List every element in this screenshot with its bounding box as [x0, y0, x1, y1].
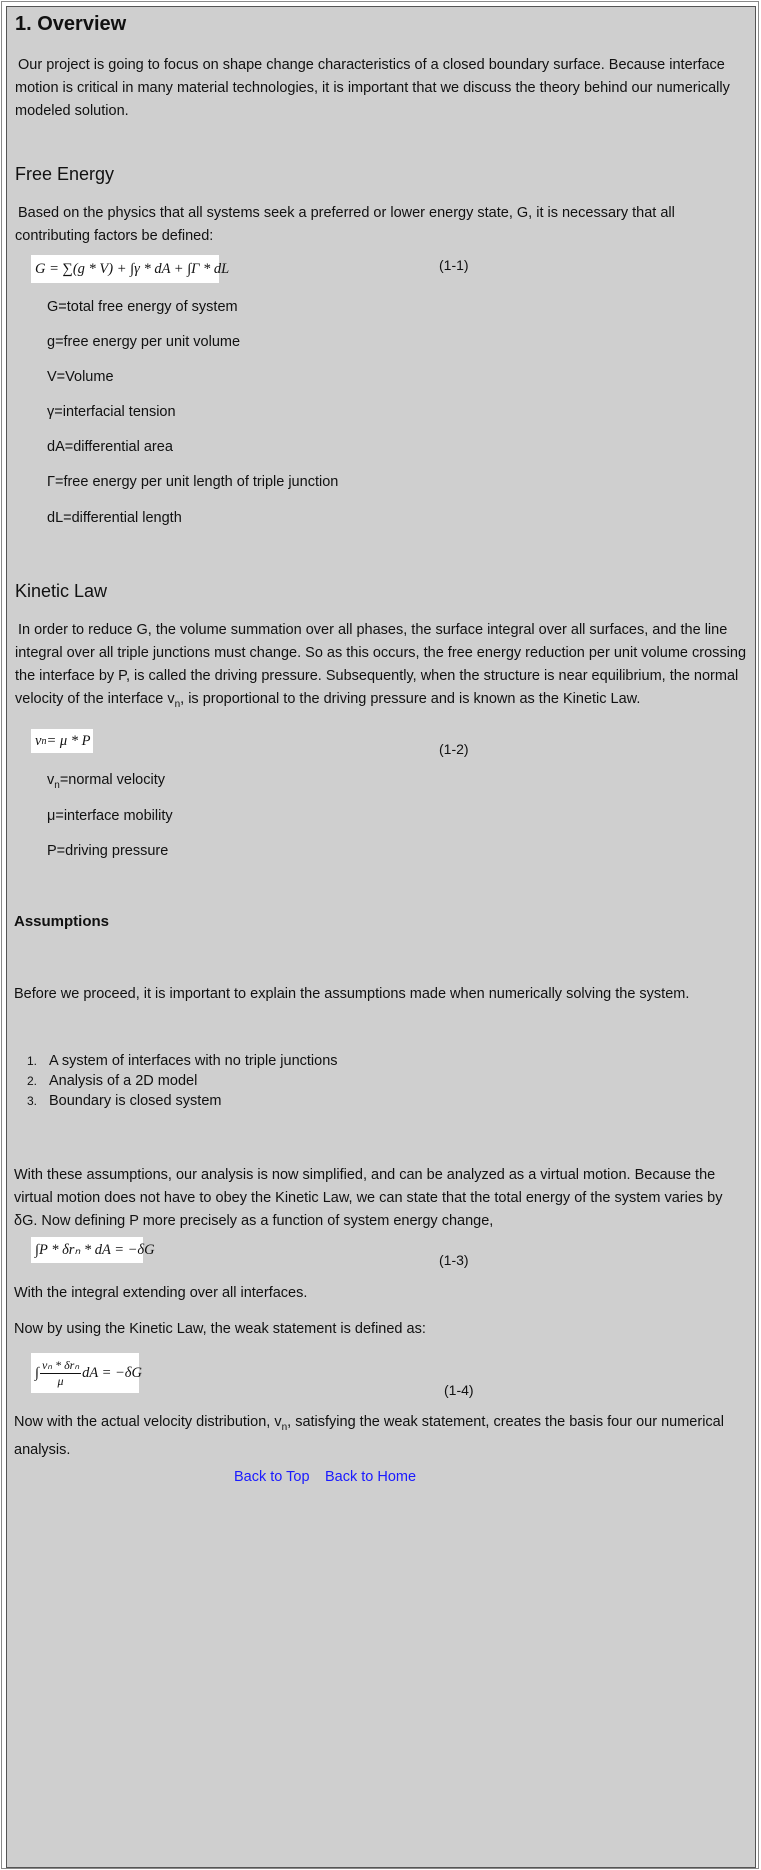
- free-energy-text: Based on the physics that all systems seek a preferred or lower energy state, G, it is necessary that all contributing factors be defined:: [15, 205, 675, 244]
- definition-item: μ=interface mobility: [47, 808, 173, 824]
- free-energy-heading: Free Energy: [15, 164, 115, 184]
- overview-intro: Our project is going to focus on shape change characteristics of a closed boundary surface. Because interface motion is critical in many material technologies, it is important that we discuss the theory behind our numerically modeled solution.: [15, 57, 730, 119]
- assumptions-heading: Assumptions: [14, 913, 110, 930]
- integral-note: With the integral extending over all interfaces.: [14, 1285, 308, 1301]
- definition-item: V=Volume: [47, 369, 114, 385]
- weak-statement-lead: Now by using the Kinetic Law, the weak statement is defined as:: [14, 1321, 426, 1337]
- definition-item: dL=differential length: [47, 510, 182, 526]
- list-item: 3. Boundary is closed system: [27, 1093, 222, 1109]
- equation-1-4-number: (1-4): [444, 1382, 474, 1398]
- kinetic-law-text: In order to reduce G, the volume summation over all phases, the surface integral over all surfaces, and the line integral over all triple junctions must change. So as this occurs, the free energy reduction per unit volume crossing the interface by P, is called the driving pressure. Subsequently, when the structure is near equilibrium, the normal velocity of the interface $v_n$, is proportional to the driving pressure and is known as the Kinetic Law.: [15, 622, 747, 710]
- page-frame: [1, 1, 759, 1869]
- content-panel: [6, 6, 756, 1868]
- definition-item: dA=differential area: [47, 439, 173, 455]
- fraction: $\frac{\text{vₙ * δrₙ}}{\mu}$: [41, 1357, 80, 1388]
- assumptions-list: [27, 1053, 427, 1123]
- overview-title: 1. Overview: [15, 13, 127, 35]
- equation-1-4: ∫ $\frac{\text{vₙ * δrₙ}}{\mu}$ dA = −δG: [31, 1353, 139, 1393]
- assumptions-lead: Before we proceed, it is important to explain the assumptions made when numerically solving the system.: [14, 986, 690, 1002]
- definition-item: γ=interfacial tension: [47, 404, 176, 420]
- equation-1-2: v n = μ * P: [31, 729, 93, 753]
- definition-item: g=free energy per unit volume: [47, 334, 241, 350]
- definition-item: P=driving pressure: [47, 843, 169, 859]
- definition-item: $v_n=normal$ velocity: [47, 772, 165, 791]
- equation-1-1-number: (1-1): [439, 257, 469, 273]
- kinetic-law-heading: Kinetic Law: [15, 581, 108, 601]
- equation-1-2-number: (1-2): [439, 741, 469, 757]
- back-to-top-link[interactable]: Back to Top: [234, 1469, 310, 1485]
- definition-item: G=total free energy of system: [47, 299, 238, 315]
- equation-1-3-number: (1-3): [439, 1252, 469, 1268]
- back-to-home-link[interactable]: Back to Home: [325, 1469, 417, 1485]
- definition-item: Γ=free energy per unit length of triple junction: [47, 474, 339, 490]
- list-item: 2. Analysis of a 2D model: [27, 1073, 198, 1089]
- equation-1-1: G = ∑(g * V) + ∫γ * dA + ∫Γ * dL: [31, 255, 219, 283]
- list-item: 1. A system of interfaces with no triple junctions: [27, 1053, 338, 1069]
- virtual-motion-paragraph: With these assumptions, our analysis is now simplified, and can be analyzed as a virtual motion. Because the virtual motion does not have to obey the Kinetic Law, we can state that the total energy of the system varies by δG. Now defining P more precisely as a function of system energy change,: [14, 1167, 723, 1229]
- equation-1-3: ∫P * δrₙ * dA = −δG: [31, 1237, 143, 1263]
- final-paragraph: Now with the actual velocity distribution, $v_n$, satisfying the weak statement, creates the basis four our numerical analysis.: [14, 1414, 724, 1458]
